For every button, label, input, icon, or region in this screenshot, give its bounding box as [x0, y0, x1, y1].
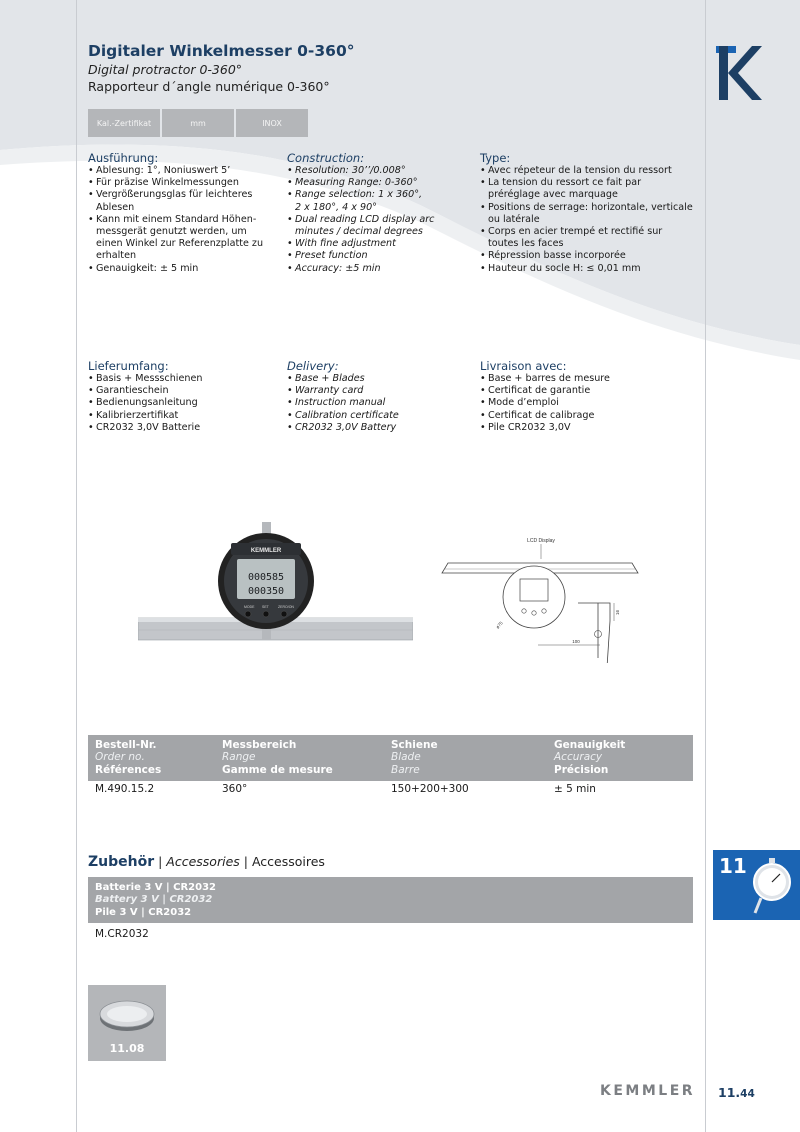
- separator: |: [154, 854, 167, 869]
- list-item: • With fine adjustment: [287, 238, 477, 250]
- list-item: • Répression basse incorporée: [480, 250, 695, 262]
- subtitle-en: Digital protractor 0-360°: [88, 62, 243, 77]
- specs-fr: [480, 151, 695, 275]
- delivery-de-heading: Lieferumfang:: [88, 359, 169, 373]
- delivery-de: [88, 359, 278, 434]
- accessory-line-fr: Pile 3 V | CR2032: [95, 906, 192, 918]
- list-item: • Base + Blades: [287, 373, 477, 385]
- col-range-en: Range: [222, 751, 256, 764]
- badge-inox: INOX: [236, 109, 308, 137]
- button-label-mode: MODE: [244, 605, 255, 609]
- list-item: • Base + barres de mesure: [480, 373, 670, 385]
- list-item: • Vergrößerungsglas für leichteres Ablesen: [88, 189, 263, 213]
- list-item: • Hauteur du socle H: ≤ 0,01 mm: [480, 263, 695, 275]
- list-item: • Garantieschein: [88, 385, 278, 397]
- specs-en: [287, 151, 477, 275]
- display-bottom-value: 000350: [247, 586, 285, 597]
- col-order-no-en: Order no.: [95, 751, 145, 764]
- footer-brand: KEMMLER: [600, 1083, 696, 1099]
- device-brand: KEMMLER: [250, 548, 282, 554]
- list-item: • Kann mit einem Standard Höhen-messgerät genutzt werden, um einen Winkel zur Referenzplatte zu erhalten: [88, 214, 268, 263]
- technical-drawing: [440, 533, 640, 663]
- list-item: • CR2032 3,0V Batterie: [88, 422, 278, 434]
- delivery-fr-heading: Livraison avec:: [480, 359, 567, 373]
- button-label-zero: ZERO/ON: [278, 605, 294, 609]
- badge-calibration: Kal.-Zertifikat: [88, 109, 160, 137]
- list-item: • Bedienungsanleitung: [88, 397, 278, 409]
- list-item: • Basis + Messschienen: [88, 373, 278, 385]
- product-photo-protractor: [138, 518, 413, 643]
- col-range-fr: Gamme de mesure: [222, 763, 333, 776]
- specs-fr-heading: Type:: [480, 151, 511, 165]
- page-title: Digitaler Winkelmesser 0-360°: [88, 42, 355, 60]
- dimension-diameter: ø75: [494, 620, 504, 630]
- cell-range: 360°: [222, 783, 248, 795]
- col-order-no-de: Bestell-Nr.: [95, 739, 157, 751]
- accessory-line-en: Battery 3 V | CR2032: [95, 894, 213, 906]
- accessories-title-de: Zubehör: [88, 854, 155, 870]
- page-chapter: 11.: [718, 1085, 741, 1100]
- list-item: • Measuring Range: 0-360°: [287, 177, 477, 189]
- accessories-title-fr: Accessoires: [251, 854, 325, 869]
- list-item: • Positions de serrage: horizontale, verticale ou latérale: [480, 202, 695, 226]
- list-item: • Certificat de garantie: [480, 385, 670, 397]
- delivery-en: [287, 359, 477, 434]
- delivery-fr: [480, 359, 670, 434]
- page-num: 44: [740, 1088, 755, 1100]
- list-item: • Instruction manual: [287, 397, 477, 409]
- list-item: • Warranty card: [287, 385, 477, 397]
- specs-de-heading: Ausführung:: [88, 151, 159, 165]
- col-blade-en: Blade: [391, 751, 421, 764]
- chapter-tab[interactable]: [713, 850, 800, 920]
- list-item: • CR2032 3,0V Battery: [287, 422, 477, 434]
- col-range-de: Messbereich: [222, 739, 297, 751]
- col-accuracy-fr: Précision: [554, 763, 609, 776]
- chapter-number: 11: [719, 854, 747, 878]
- col-accuracy-en: Accuracy: [554, 751, 603, 764]
- badge-mm: mm: [162, 109, 234, 137]
- accessory-order-no: M.CR2032: [95, 928, 149, 940]
- list-item: • Calibration certificate: [287, 410, 477, 422]
- dimension-height: 16: [615, 609, 620, 615]
- col-blade-de: Schiene: [391, 739, 438, 751]
- cell-accuracy: ± 5 min: [554, 783, 596, 795]
- battery-thumbnail[interactable]: [88, 985, 166, 1061]
- accessories-title: [88, 854, 325, 870]
- button-label-set: SET: [262, 605, 269, 609]
- subtitle-fr: Rapporteur d´angle numérique 0-360°: [88, 79, 330, 94]
- list-item: • Resolution: 30’’/0.008°: [287, 165, 477, 177]
- list-item: • Corps en acier trempé et rectifié sur toutes les faces: [480, 226, 695, 250]
- accessories-title-en: Accessories: [166, 854, 240, 869]
- delivery-en-heading: Delivery:: [287, 359, 339, 373]
- specs-de: [88, 151, 278, 275]
- list-item: • Preset function: [287, 250, 477, 262]
- col-order-no-fr: Références: [95, 763, 162, 776]
- list-item: • Dual reading LCD display arc minutes / decimal degrees: [287, 214, 437, 238]
- col-accuracy-de: Genauigkeit: [554, 739, 626, 751]
- list-item: • Genauigkeit: ± 5 min: [88, 263, 278, 275]
- list-item: • Range selection: 1 x 360°, 2 x 180°, 4 x 90°: [287, 189, 427, 213]
- list-item: • Accuracy: ±5 min: [287, 263, 477, 275]
- list-item: • Mode d’emploi: [480, 397, 670, 409]
- cell-order-no: M.490.15.2: [95, 783, 155, 795]
- list-item: • Ablesung: 1°, Noniuswert 5’: [88, 165, 278, 177]
- specs-en-heading: Construction:: [287, 151, 365, 165]
- dimension-length: 100: [572, 639, 580, 644]
- list-item: • Pile CR2032 3,0V: [480, 422, 670, 434]
- thumbnail-ref: 11.08: [109, 1042, 145, 1055]
- kemmler-k-logo: [716, 46, 762, 100]
- list-item: • La tension du ressort ce fait par préréglage avec marquage: [480, 177, 695, 201]
- list-item: • Avec répeteur de la tension du ressort: [480, 165, 695, 177]
- accessory-line-de: Batterie 3 V | CR2032: [95, 882, 217, 893]
- right-margin-line: [705, 0, 706, 1132]
- coin-battery-icon: [98, 997, 156, 1033]
- dial-gauge-icon: [751, 858, 795, 916]
- feature-badges: [88, 109, 308, 137]
- accessory-header-bar: [88, 877, 693, 923]
- list-item: • Kalibrierzertifikat: [88, 410, 278, 422]
- separator: |: [239, 854, 252, 869]
- order-table: [88, 735, 693, 795]
- col-blade-fr: Barre: [391, 763, 420, 776]
- list-item: • Certificat de calibrage: [480, 410, 670, 422]
- display-top-value: 000585: [247, 572, 285, 583]
- list-item: • Für präzise Winkelmessungen: [88, 177, 278, 189]
- page-number: [718, 1085, 755, 1100]
- cell-blade: 150+200+300: [391, 783, 469, 795]
- left-margin-line: [76, 0, 77, 1132]
- drawing-lcd-label: LCD Display: [527, 538, 555, 544]
